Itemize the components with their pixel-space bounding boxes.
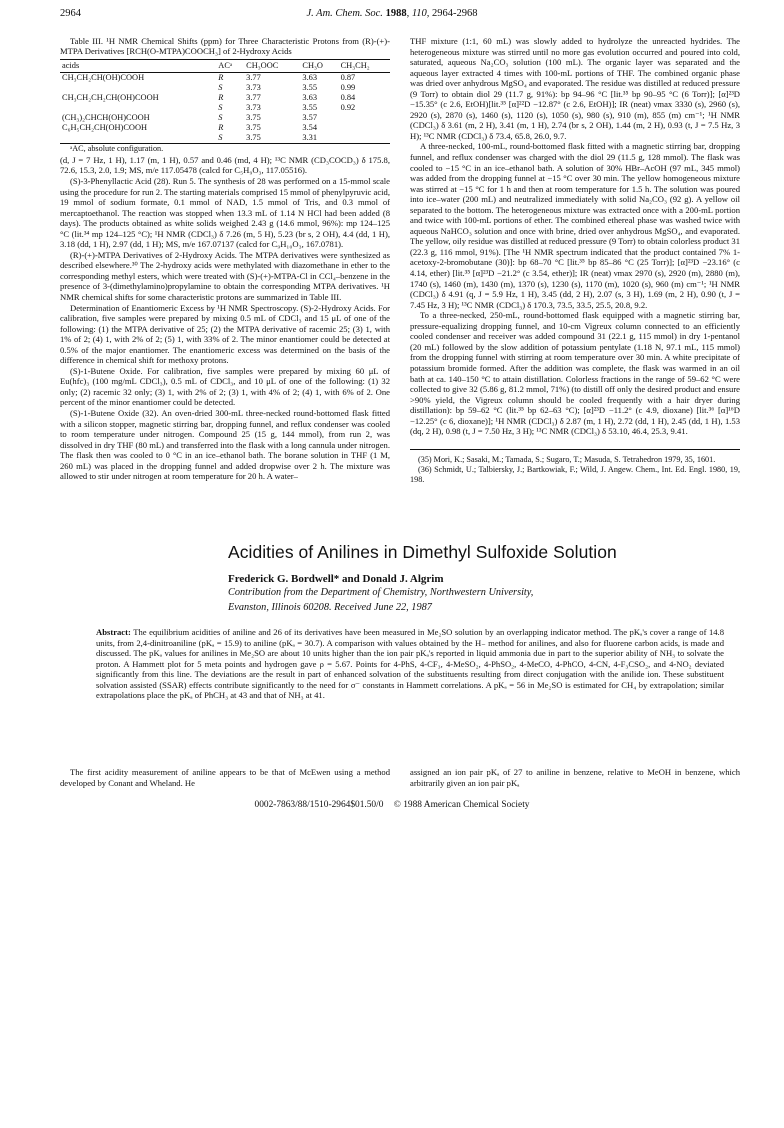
article-header — [60, 542, 724, 614]
left-column — [60, 36, 390, 482]
table-header-ch3o: CH₃O — [300, 59, 338, 73]
running-head — [60, 8, 724, 24]
paragraph: (S)-1-Butene Oxide (32). An oven-dried 300-mL three-necked round-bottomed flask fitted with a silicon stopper, magnetic stirring bar, dropping funnel, and reflux condenser was cooled to room temperature under nitrogen. Compound 25 (15 g, 144 mmol), from run 2, was dissolved in dry THF (80 mL) and transferred into the flask with a long cannula under nitrogen. The flask then was cooled to 0 °C in an ice–ethanol bath. The borane solution in THF (1 M, 260 mL) was placed in the dropping funnel and added dropwise over 2 h. The mixture was allowed to stir under nitrogen at room temperature for 20 h. A water– — [60, 408, 390, 482]
paragraph: Determination of Enantiomeric Excess by ¹H NMR Spectroscopy. (S)-2-Hydroxy Acids. For calibration, five samples were prepared by mixing 0.5 mL of CDCl₃ and 15 μL of one of the following: (1) the MTPA derivative of 25; (2) the MTPA derivative of racemic 25; (3) 1, with 1% of 2; (4) 1, with 2% of 2; (5) 1, with 33% of 2. The minor enantiomer could be detected at 0.5% of the major enantiomer. The enantiomeric excess was determined on the basis of the difference in chemical shift for methoxy protons. — [60, 302, 390, 366]
article-authors: Frederick G. Bordwell* and Donald J. Algrim — [228, 573, 444, 585]
table-cell: 0.92 — [340, 103, 356, 113]
table-cell: 3.55 — [302, 103, 318, 113]
table-cell: (CH₃)₂CHCH(OH)COOH — [62, 113, 150, 123]
table-cell: 3.73 — [246, 83, 261, 93]
table-cell: S — [218, 83, 223, 93]
table-cell — [60, 133, 216, 144]
page-number: 2964 — [60, 8, 81, 19]
table-cell: 3.75 — [246, 113, 261, 123]
table-cell: 3.63 — [302, 93, 318, 103]
table-cell: 3.55 — [302, 83, 318, 93]
table-header-row — [60, 59, 390, 73]
paragraph: To a three-necked, 250-mL, round-bottomed flask equipped with a magnetic stirring bar, pressure-equalizing dropping funnel, and 10-cm Vigreux column connected to an efficiently cooled condenser and receiver was added compound 31 (22.1 g, 115 mmol) in dry 1-pentanol (20 mL) followed by the slow addition of potassium pentylate (1.18 N, 97.1 mL, 115 mmol) from the dropping funnel with stirring at room temperature over 30 min. A white precipitate of potassium bromide formed. After the addition was complete, the flask was warmed in an oil bath at ca. 140–150 °C to attain distillation. Colorless fractions in the range of 59–62 °C were collected to give 32 (5.86 g, 81.2 mmol, 71%) (to distill off only the desired product and ensure >90% yield, the Vigreux column should be cooled frequently with a hair dryer during distillation): bp 59–62 °C (lit.³⁵ bp 62–63 °C); [α]²³D −11.2° (c 4.9, dioxane) [lit.³⁶ [α]¹⁶D −12.25° (c 6, dioxane)]; ¹H NMR (CDCl₃) δ 2.87 (m, 1 H), 2.72 (dd, 1 H), 2.45 (dd, 1 H), 1.53 (dq, 2 H), 0.98 (t, J = 7.50 Hz, 3 H); ¹³C NMR (CDCl₃) δ 53.10, 46.4, 25.3, 9.41. — [410, 310, 740, 437]
reference-item: (36) Schmidt, U.; Talbiersky, J.; Bartkowiak, F.; Wild, J. Angew. Chem., Int. Ed. Engl. 1980, 19, 198. — [410, 464, 740, 484]
affiliation-line: Contribution from the Department of Chemistry, Northwestern University, — [228, 587, 534, 598]
table-header-ch3ch2: CH₃CH₂ — [339, 59, 390, 73]
table-row — [60, 103, 390, 113]
table-cell: S — [216, 133, 244, 144]
table-cell: 0.99 — [340, 83, 356, 93]
journal-citation: J. Am. Chem. Soc. 1988, 110, 2964-2968 — [306, 8, 478, 19]
paragraph: A three-necked, 100-mL, round-bottomed flask fitted with a magnetic stirring bar, dropping funnel, and reflux condenser was charged with the diol 29 (11.5 g, 128 mmol). The flask was cooled to −15 °C in an ice–ethanol bath. A solution of 30% HBr–AcOH (97 mL, 345 mmol) was added from the dropping funnel at −15 °C over 30 min. The yellow homogeneous mixture was stirred at −15 °C for 1 h and then at room temperature for 1.5 h. The solution was poured into ice–water (200 mL) and neutralized immediately with solid Na₂CO₃ (92 g). A yellow oil separated to the bottom. The heterogeneous mixture was extracted once with a 200-mL portion and twice with 100-mL portions of ether. The combined ethereal phase was washed twice with aqueous NaHCO₃ solution and once with brine, dried over anhydrous MgSO₄, and evaporated. The yellow, oily residue was distilled at reduced pressure (9 Torr) to obtain colorless product 31 (22.3 g, 116 mmol, 91%). [The ¹H NMR spectrum indicated that the product contained 7% 1-acetoxy-2-bromobutane (30)]: bp 68–70 °C [lit.³⁵ bp 85–86 °C (25 Torr)]; [α]²³D −23.16° (c 4.14, ether) [lit.³⁵ [α]²³D −21.2° (c 3.54, ether)]; IR (neat) νmax 2970 (s), 2920 (m), 2880 (m), 1740 (s), 1460 (m), 1430 (m), 1370 (s), 1230 (s), 1170 (m), 1020 (s), 960 (m) cm⁻¹; ¹H NMR (CDCl₃) δ 4.91 (q, J = 5.9 Hz, 1 H), 3.45 (dd, 2 H), 2.07 (s, 3 H), 1.69 (m, 2 H), 0.90 (t, J = 7.45 Hz, 3 H); ¹³C NMR (CDCl₃) δ 170.3, 73.5, 33.5, 25.5, 20.8, 9.2. — [410, 141, 740, 310]
body-left-column — [60, 767, 390, 788]
table-cell: C₆H₅CH₂CH(OH)COOH — [62, 123, 148, 133]
table-cell: 3.75 — [246, 123, 261, 133]
paragraph: The first acidity measurement of aniline appears to be that of McEwen using a method developed by Conant and Wheland. He — [60, 767, 390, 788]
table-cell: CH₃CH₂CH₂CH(OH)COOH — [62, 93, 159, 103]
table-row — [60, 133, 390, 144]
table-cell: 3.75 — [244, 133, 300, 144]
table-cell: 3.77 — [246, 93, 261, 103]
table-cell — [60, 83, 216, 93]
table-cell: 3.57 — [302, 113, 318, 123]
table-title: Table III. ¹H NMR Chemical Shifts (ppm) for Three Characteristic Protons from (R)-(+)-MTPA Derivatives [RCH(O-MTPA)COOCH₃] of 2-Hydroxy Acids — [60, 36, 390, 57]
table-cell: 3.31 — [300, 133, 338, 144]
table-header-ac: ACᵃ — [216, 59, 244, 73]
table-cell: 3.63 — [302, 73, 318, 83]
table-cell — [339, 123, 390, 133]
table-header-acids: acids — [60, 59, 216, 73]
table-cell: CH₃CH₂CH(OH)COOH — [62, 73, 145, 83]
table-row — [60, 83, 390, 93]
table-cell: R — [218, 73, 224, 83]
affiliation-line: Evanston, Illinois 60208. Received June 22, 1987 — [228, 601, 432, 613]
paragraph: (d, J = 7 Hz, 1 H), 1.17 (m, 1 H), 0.57 and 0.46 (md, 4 H); ¹³C NMR (CD₃COCD₃) δ 175.8, 72.6, 15.3, 2.0, 1.9; MS, m/e 117.05478 (calcd for C₅H₉O₃, 117.05516). — [60, 154, 390, 176]
article-title: Acidities of Anilines in Dimethyl Sulfoxide Solution — [228, 542, 617, 562]
reference-item: (35) Mori, K.; Sasaki, M.; Tamada, S.; Sugaro, T.; Masuda, S. Tetrahedron 1979, 35, 1601. — [418, 454, 716, 464]
nmr-table — [60, 59, 390, 145]
journal-pages: 2964-2968 — [432, 8, 478, 19]
journal-volume: 110 — [411, 8, 427, 19]
table-row — [60, 113, 390, 123]
paragraph: (S)-3-Phenyllactic Acid (28). Run 5. The synthesis of 28 was performed on a 15-mmol scale using the procedure for run 2. The starting materials comprised 15 mmol of phenylpyruvic acid, 19 mmol of sodium formate, 0.1 mmol of NAD, 1.5 mmol of Tris, and 0.3 mmol of mercaptoethanol. The reaction was stopped when 13.3 mL of 1.14 N HCl had been added (8 days). The products obtained as white solids weighed 2.43 g (14.6 mmol, 96%): mp 124–125 °C (lit.³⁴ mp 124–125 °C); ¹H NMR (CDCl₃) δ 7.26 (m, 5 H), 5.23 (br s, 2 OH), 4.4 (dd, 1 H), 3.18 (dd, 1 H), 2.97 (dd, 1 H); MS, m/e 167.07137 (calcd for C₉H₁₀O₃, 167.0781). — [60, 176, 390, 250]
table-cell: 3.77 — [246, 73, 261, 83]
table-cell: R — [218, 93, 224, 103]
paragraph: assigned an ion pair pKₐ of 27 to aniline in benzene, relative to MeOH in benzene, which arbitrarily given an ion pair pKₐ — [410, 767, 740, 788]
table-row — [60, 93, 390, 103]
page-footer — [60, 800, 724, 810]
table-cell: 0.87 — [340, 73, 356, 83]
paragraph: (R)-(+)-MTPA Derivatives of 2-Hydroxy Acids. The MTPA derivatives were synthesized as described elsewhere.³⁰ The 2-hydroxy acids were methylated with diazomethane in ether to the corresponding methyl esters, which were treated with (S)-(+)-MTPA-Cl in CCl₄–benzene in the presence of 3-(dimethylamino)propylamine to obtain the corresponding MTPA derivatives. ¹H NMR chemical shifts for some characteristic protons are summarized in Table III. — [60, 249, 390, 303]
abstract-text: The equilibrium acidities of aniline and 26 of its derivatives have been measured in Me₂SO solution by an overlapping indicator method. The pKₐ's cover a range of 14.8 units, from 2,4-dinitroaniline (pKₐ = 15.9) to aniline (pKₐ = 30.7). A comparison with values obtained by the H₋ method for anilines, and also for fluorene carbon acids, is made and discussed. The pKₐ values for anilines in Me₂SO are about 10 units higher than the ion pair pKₐ's reported in liquid ammonia due in part to the superior ability of NH₃ to solvate the proton. A Hammett plot for 5 meta points and hydrogen gave ρ = 5.67. Points for 4-PhS, 4-CF₃, 4-MeSO₂, 4-PhSO₂, 4-MeCO, 4-PhCO, 4-CN, 4-F₃CSO₂, and 4-NO₂ deviated significantly from this line. The deviations are the result in part of enhanced solvation of the substituents resulting from direct conjugation with the anilide ion. These substituent solvation assisted (SSAR) effects contribute significantly to the need for σ⁻ constants in Hammett correlations. A pKₐ = 56 in Me₂SO is estimated for CH₄ by extrapolation; similar extrapolations place the pKₐ of PhCH₃ at 43 and that of NH₃ at 41. — [96, 627, 724, 701]
table-cell: S — [218, 103, 223, 113]
table-cell — [60, 103, 216, 113]
table-row — [60, 73, 390, 84]
table-cell: 0.84 — [340, 93, 356, 103]
table-cell: S — [218, 113, 223, 123]
journal-name: J. Am. Chem. Soc. — [306, 8, 383, 19]
table-cell — [339, 113, 390, 123]
table-row — [60, 123, 390, 133]
article-code: 0002-7863/88/1510-2964$01.50/0 — [254, 800, 384, 810]
journal-year: 1988 — [385, 8, 407, 19]
table-cell — [339, 133, 390, 144]
body-right-column — [410, 767, 740, 788]
paragraph: THF mixture (1:1, 60 mL) was slowly added to hydrolyze the unreacted hydrides. The heterogeneous mixture was stirred until no more gas evolution occurred and poured into cold, saturated, aqueous Na₂CO₃ solution (100 mL). The organic layer was separated and the aqueous layer extracted 4 times with 100-mL portions of THF. The combined organic phase was dried over anhydrous MgSO₄ and evaporated. The residue was distilled at reduced pressure (9 Torr) to obtain diol 29 (11.7 g, 91%): bp 94–96 °C [lit.³⁵ bp 90–95 °C (6 Torr)]; [α]²³D −15.35° (c 2.6, EtOH)[lit.³⁵ [α]²²D −12.87° (c 2.6, EtOH)]; IR (neat) νmax 3330 (s), 2960 (s), 2920 (s), 2870 (s), 1460 (s), 1120 (s), 1050 (s), 980 (s), 910 (m), 855 (m) cm⁻¹; ¹H NMR (CDCl₃) δ 3.61 (m, 2 H), 3.41 (m, 1 H), 2.74 (br s, 2 OH), 1.44 (m, 2 H), 0.93 (t, J = 7.5 Hz, 3 H); ¹³C NMR (CDCl₃) δ 73.4, 65.8, 26.0, 9.7. — [410, 36, 740, 141]
abstract-label: Abstract: — [96, 627, 131, 637]
abstract — [96, 627, 724, 701]
table-footnote: ᵃAC, absolute configuration. — [70, 144, 164, 154]
copyright: © 1988 American Chemical Society — [393, 800, 530, 810]
paragraph: (S)-1-Butene Oxide. For calibration, five samples were prepared by mixing 60 μL of Eu(hfc)₃ (100 mg/mL CDCl₃), 0.5 mL of CDCl₃, and 10 μL of one of the following: (1) 32 only; (2) racemic 32 only; (3) 1, with 2% of 2; (3) 1, with 4% of 2; (4) 1, with 6% of 2. One percent of the minor enantiomer could be detected. — [60, 365, 390, 408]
table-header-ch3ooc: CH₃OOC — [244, 59, 300, 73]
table-cell: 3.73 — [246, 103, 261, 113]
table-cell: 3.54 — [302, 123, 318, 133]
right-column — [410, 36, 740, 485]
table-cell: R — [218, 123, 224, 133]
references — [410, 449, 740, 485]
